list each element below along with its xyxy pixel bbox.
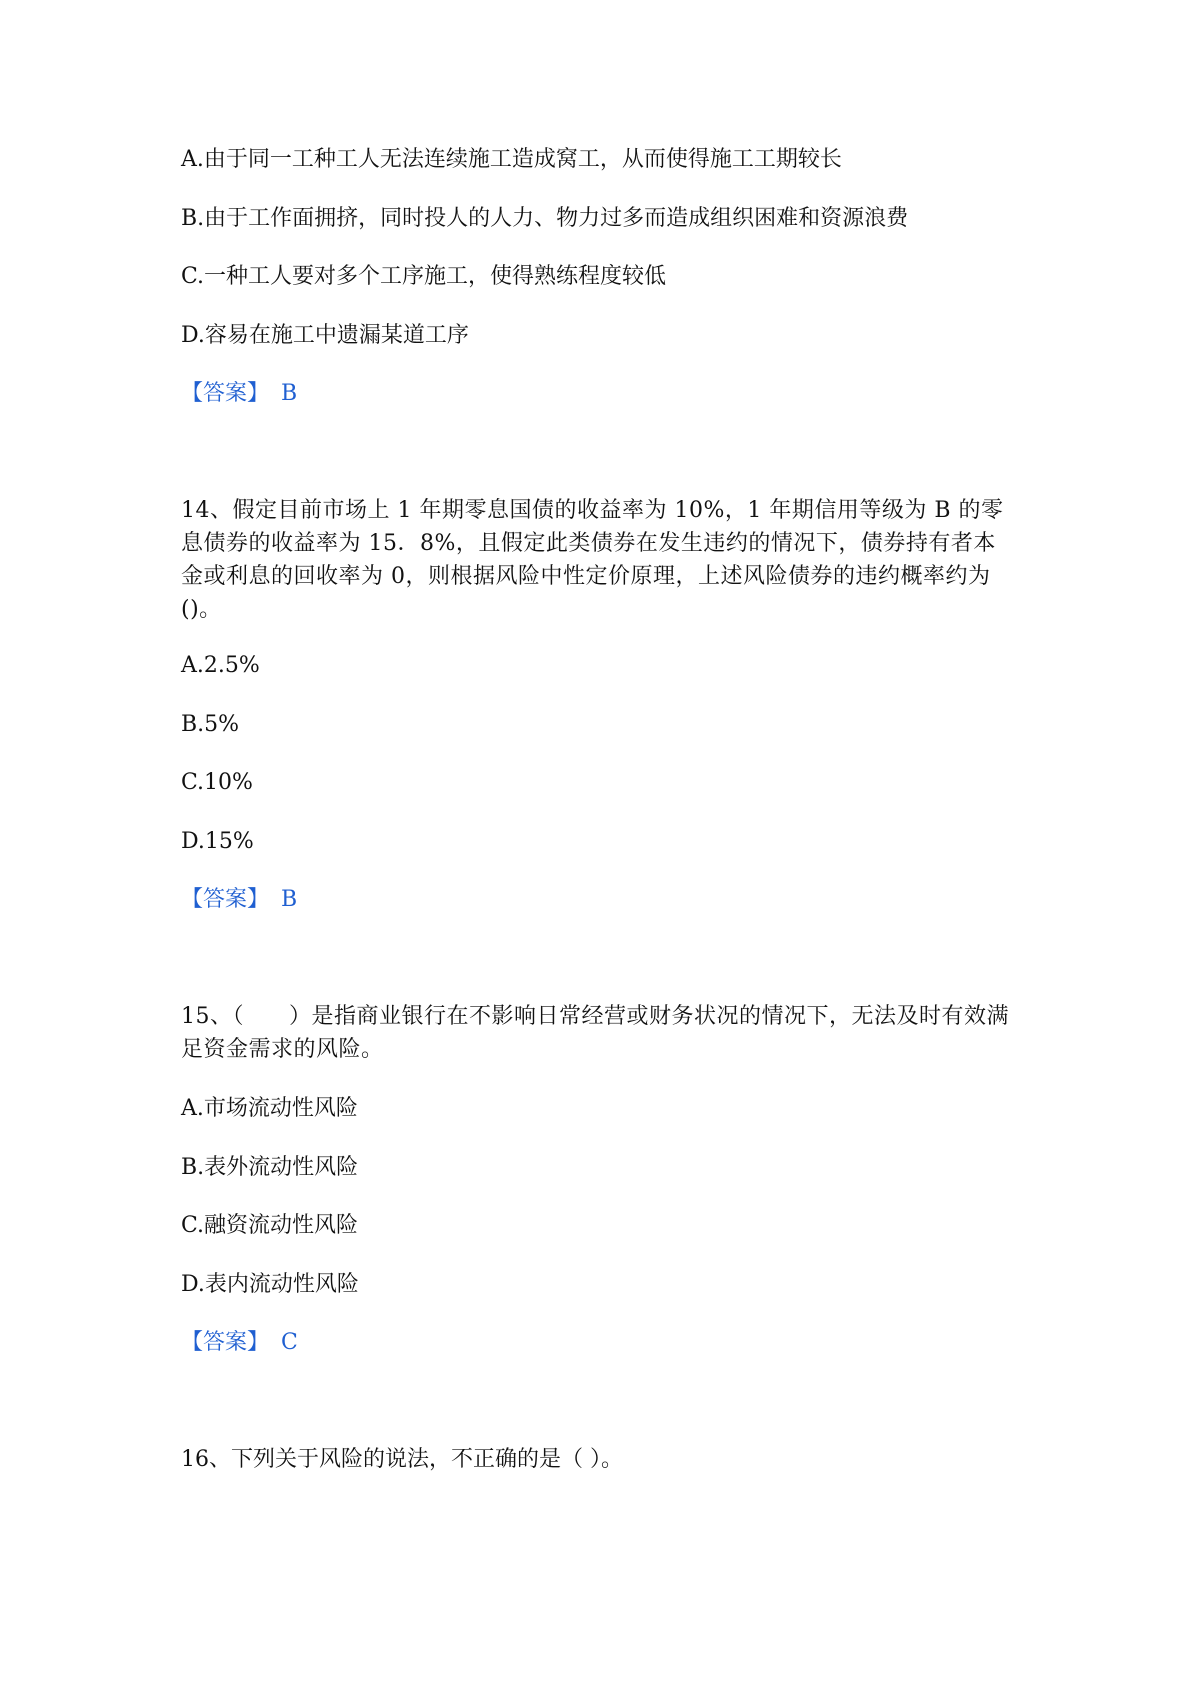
q15-option-b: B.表外流动性风险 bbox=[181, 1155, 359, 1180]
q15-answer-value: C bbox=[281, 1330, 298, 1355]
q14-question-text: 14、假定目前市场上 1 年期零息国债的收益率为 10%，1 年期信用等级为 B 的零息债券的收益率为 15．8%，且假定此类债券在发生违约的情况下，债券持有者本金或利息的回收率为 0，则根据风险中性定价原理，上述风险债券的违约概率约为()。 bbox=[181, 498, 1004, 622]
q13-option-b: B.由于工作面拥挤，同时投人的人力、物力过多而造成组织困难和资源浪费 bbox=[181, 206, 909, 231]
q13-option-c: C.一种工人要对多个工序施工，使得熟练程度较低 bbox=[181, 264, 667, 289]
q13-answer-label: 【答案】 bbox=[181, 381, 270, 406]
q15-answer bbox=[181, 1328, 298, 1358]
q14-answer-label: 【答案】 bbox=[181, 887, 270, 912]
q15-question-text: 15、（ ）是指商业银行在不影响日常经营或财务状况的情况下，无法及时有效满足资金需求的风险。 bbox=[181, 1004, 1009, 1062]
q15-answer-label: 【答案】 bbox=[181, 1330, 270, 1355]
q14-answer-value: B bbox=[281, 887, 298, 912]
q13-answer bbox=[181, 379, 297, 409]
q14-option-d: D.15% bbox=[181, 829, 254, 854]
q15-option-a: A.市场流动性风险 bbox=[181, 1096, 358, 1121]
q15-option-d: D.表内流动性风险 bbox=[181, 1272, 359, 1297]
q13-answer-value: B bbox=[281, 381, 298, 406]
q13-option-d: D.容易在施工中遗漏某道工序 bbox=[181, 323, 469, 348]
q14-option-c: C.10% bbox=[181, 770, 253, 795]
q16-question-text: 16、下列关于风险的说法，不正确的是（ ）。 bbox=[181, 1447, 623, 1472]
q14-answer bbox=[181, 885, 297, 915]
q15-option-c: C.融资流动性风险 bbox=[181, 1213, 359, 1238]
q13-option-a: A.由于同一工种工人无法连续施工造成窝工，从而使得施工工期较长 bbox=[181, 147, 842, 172]
q14-option-b: B.5% bbox=[181, 712, 240, 737]
q14-option-a: A.2.5% bbox=[181, 653, 260, 678]
